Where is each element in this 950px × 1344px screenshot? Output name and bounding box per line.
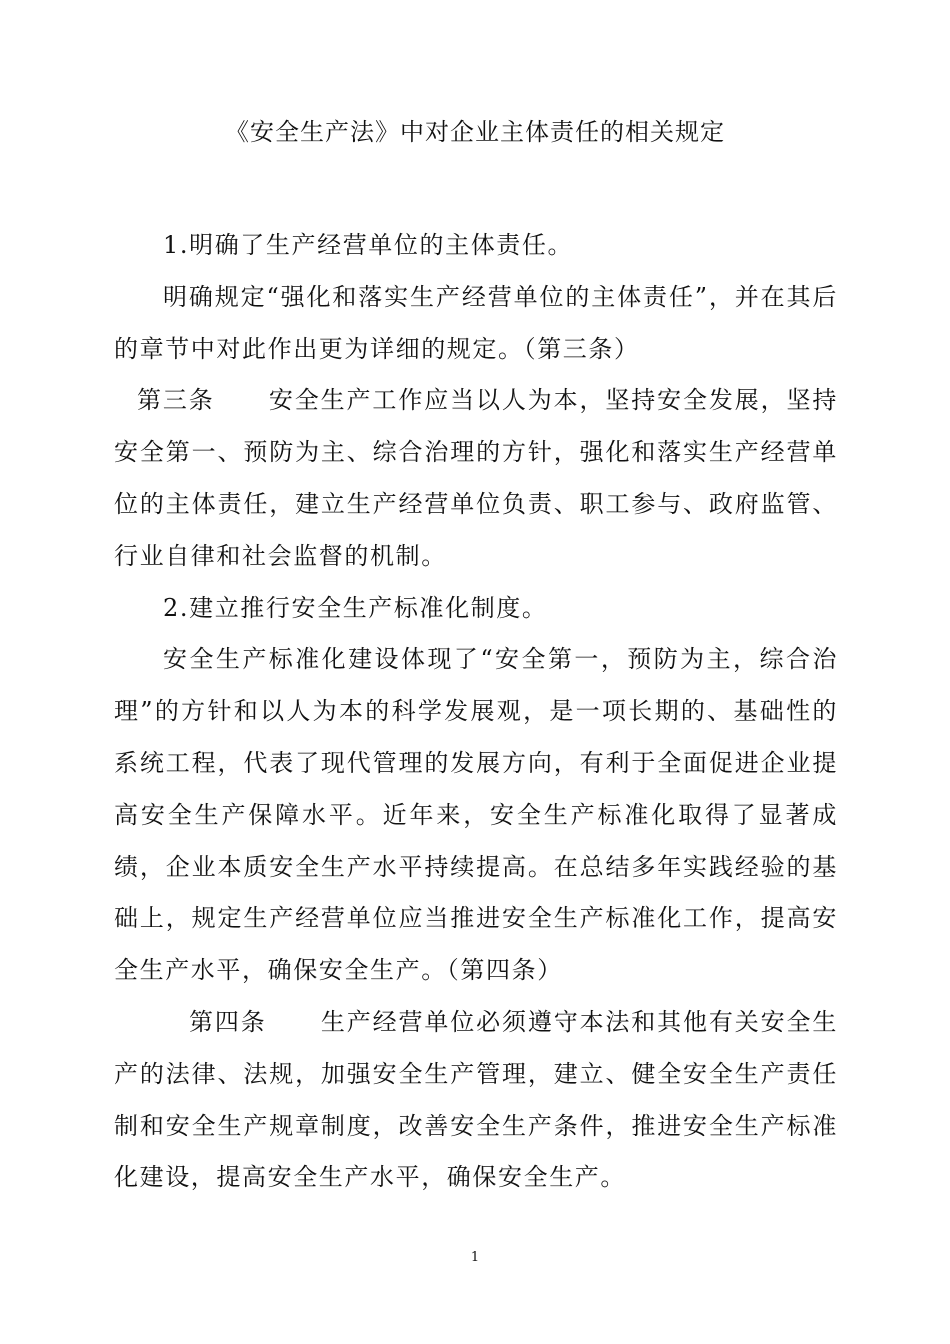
document-title: 《安全生产法》中对企业主体责任的相关规定 [225,118,725,146]
article-4-paragraph [114,997,838,1204]
article-4-label: 第四条 [189,1007,267,1036]
article-4-text: 生产经营单位必须遵守本法和其他有关安全生产的法律、法规，加强安全生产管理，建立、健全安全生产责任制和安全生产规章制度，改善安全生产条件，推进安全生产标准化建设，提高安全生产水平，确保安全生产。 [114,1007,838,1192]
section-2-heading: 2.建立推行安全生产标准化制度。 [163,593,548,622]
section-1-explanation: 明确规定“强化和落实生产经营单位的主体责任”，并在其后的章节中对此作出更为详细的规定。（第三条） [114,282,838,363]
document-body [114,220,838,1204]
article-3-text: 安全生产工作应当以人为本，坚持安全发展，坚持安全第一、预防为主、综合治理的方针，强化和落实生产经营单位的主体责任，建立生产经营单位负责、职工参与、政府监管、行业自律和社会监督的机制。 [114,386,838,570]
article-3-label: 第三条 [137,386,215,415]
page-number: 1 [470,1250,480,1265]
article-3-paragraph [114,375,838,582]
section-1-heading: 1.明确了生产经营单位的主体责任。 [163,231,574,259]
section-2-explanation: 安全生产标准化建设体现了“安全第一，预防为主，综合治理”的方针和以人为本的科学发展观，是一项长期的、基础性的系统工程，代表了现代管理的发展方向，有利于全面促进企业提高安全生产保障水平。近年来，安全生产标准化取得了显著成绩，企业本质安全生产水平持续提高。在总结多年实践经验的基础上，规定生产经营单位应当推进安全生产标准化工作，提高安全生产水平，确保安全生产。（第四条） [114,645,838,985]
